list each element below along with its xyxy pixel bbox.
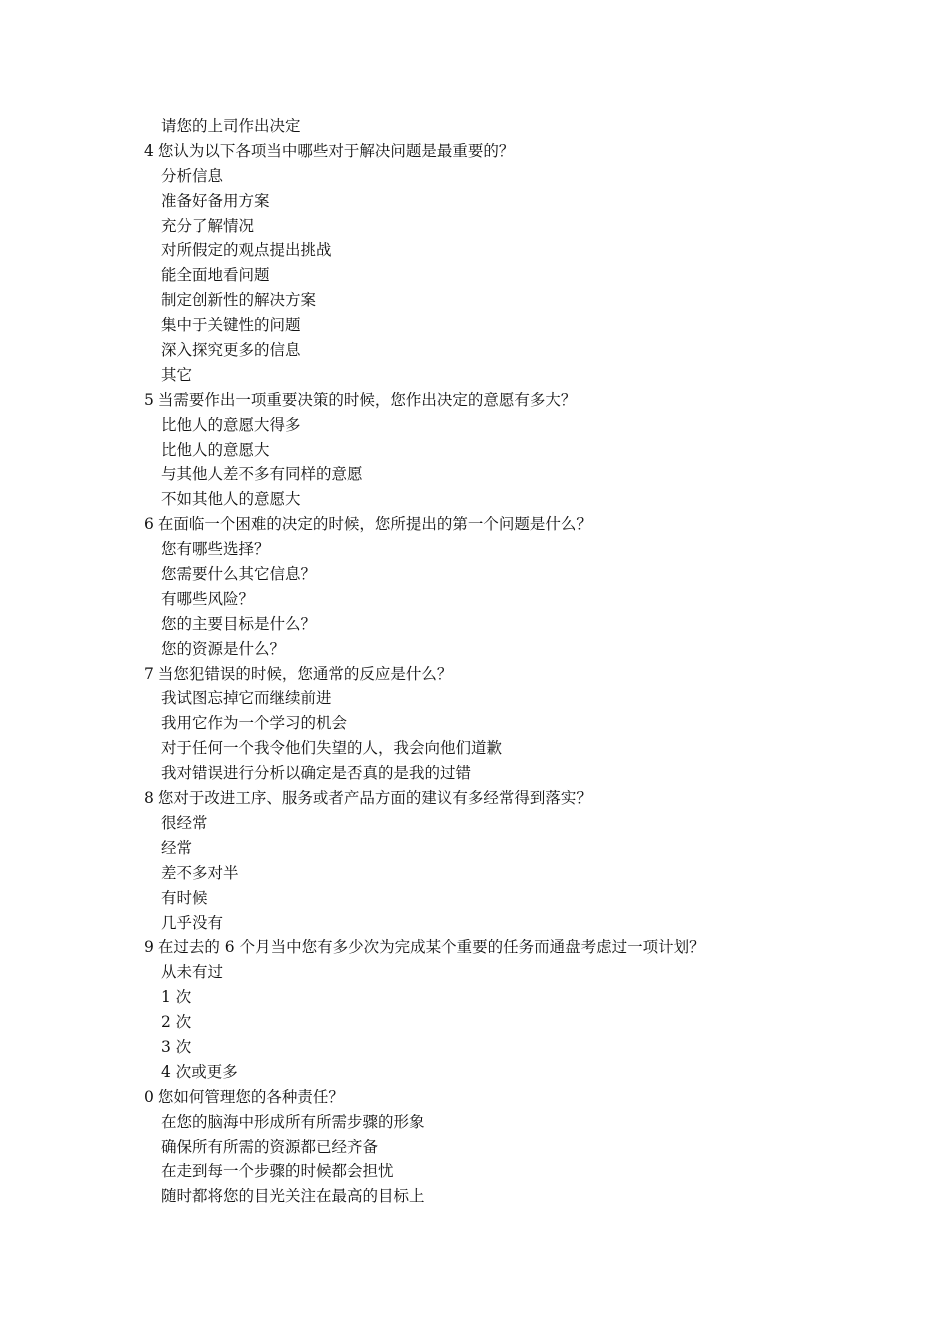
- option-item: 在走到每一个步骤的时候都会担忧: [161, 1162, 394, 1181]
- question-number: 9: [144, 938, 154, 957]
- option-item: 对于任何一个我令他们失望的人，我会向他们道歉: [161, 739, 503, 758]
- option-item: 您有哪些选择？: [161, 540, 270, 559]
- question-5: [144, 388, 904, 413]
- option-item: 我用它作为一个学习的机会: [161, 714, 348, 733]
- option-item: 1 次: [161, 988, 192, 1007]
- option-item: 经常: [161, 838, 193, 857]
- question-number: 4: [144, 141, 154, 160]
- option-item: 4 次或更多: [161, 1062, 238, 1081]
- option-item: 我对错误进行分析以确定是否真的是我的过错: [161, 764, 472, 783]
- option-item: 深入探究更多的信息: [161, 341, 301, 360]
- option-item: 有哪些风险？: [161, 589, 255, 608]
- option-item: 2 次: [161, 1013, 192, 1032]
- option-item: 您的资源是什么？: [161, 639, 286, 658]
- option-item: 请您的上司作出决定: [161, 117, 301, 135]
- option-item: 对所假定的观点提出挑战: [161, 241, 332, 260]
- option-item: 准备好备用方案: [161, 191, 270, 210]
- document-body: [144, 114, 904, 1209]
- question-7: [144, 662, 904, 687]
- option-item: 确保所有所需的资源都已经齐备: [161, 1137, 379, 1156]
- option-item: 从未有过: [161, 963, 224, 982]
- option-item: 您的主要目标是什么？: [161, 614, 317, 633]
- option-item: 制定创新性的解决方案: [161, 291, 317, 310]
- question-8: [144, 786, 904, 811]
- question-text: 在过去的 6 个月当中您有多少次为完成某个重要的任务而通盘考虑过一项计划？: [157, 938, 705, 957]
- option-item: 很经常: [161, 813, 208, 832]
- option-item: 几乎没有: [161, 913, 224, 932]
- question-number: 6: [144, 515, 154, 534]
- question-text: 您认为以下各项当中哪些对于解决问题是最重要的？: [157, 141, 515, 160]
- question-text: 您如何管理您的各种责任？: [157, 1087, 344, 1106]
- option-item: 我试图忘掉它而继续前进: [161, 689, 332, 708]
- question-list: [144, 139, 904, 1209]
- option-item: 分析信息: [161, 166, 224, 185]
- option-item: 随时都将您的目光关注在最高的目标上: [161, 1187, 425, 1206]
- question-text: 在面临一个困难的决定的时候，您所提出的第一个问题是什么？: [157, 515, 592, 534]
- option-item: 比他人的意愿大得多: [161, 415, 301, 434]
- question-6: [144, 512, 904, 537]
- question-9: [144, 935, 904, 960]
- option-item: 比他人的意愿大: [161, 440, 270, 459]
- question-text: 当需要作出一项重要决策的时候，您作出决定的意愿有多大？: [157, 390, 577, 409]
- question-number: 7: [144, 664, 154, 683]
- option-item: 其它: [161, 365, 193, 384]
- option-item: 集中于关键性的问题: [161, 316, 301, 335]
- option-item: 充分了解情况: [161, 216, 255, 235]
- question-number: 0: [144, 1087, 154, 1106]
- option-item: 在您的脑海中形成所有所需步骤的形象: [161, 1112, 425, 1131]
- option-item: 3 次: [161, 1037, 192, 1056]
- option-item: 您需要什么其它信息？: [161, 565, 317, 584]
- option-item: 不如其他人的意愿大: [161, 490, 301, 509]
- question-number: 8: [144, 789, 154, 808]
- option-item: 差不多对半: [161, 863, 239, 882]
- question-0: [144, 1085, 904, 1110]
- question-text: 您对于改进工序、服务或者产品方面的建议有多经常得到落实？: [157, 789, 592, 808]
- option-item: 与其他人差不多有同样的意愿: [161, 465, 363, 484]
- option-item: 能全面地看问题: [161, 266, 270, 285]
- option-item: 有时候: [161, 888, 208, 907]
- question-number: 5: [144, 390, 154, 409]
- question-4: [144, 139, 904, 164]
- question-text: 当您犯错误的时候，您通常的反应是什么？: [157, 664, 453, 683]
